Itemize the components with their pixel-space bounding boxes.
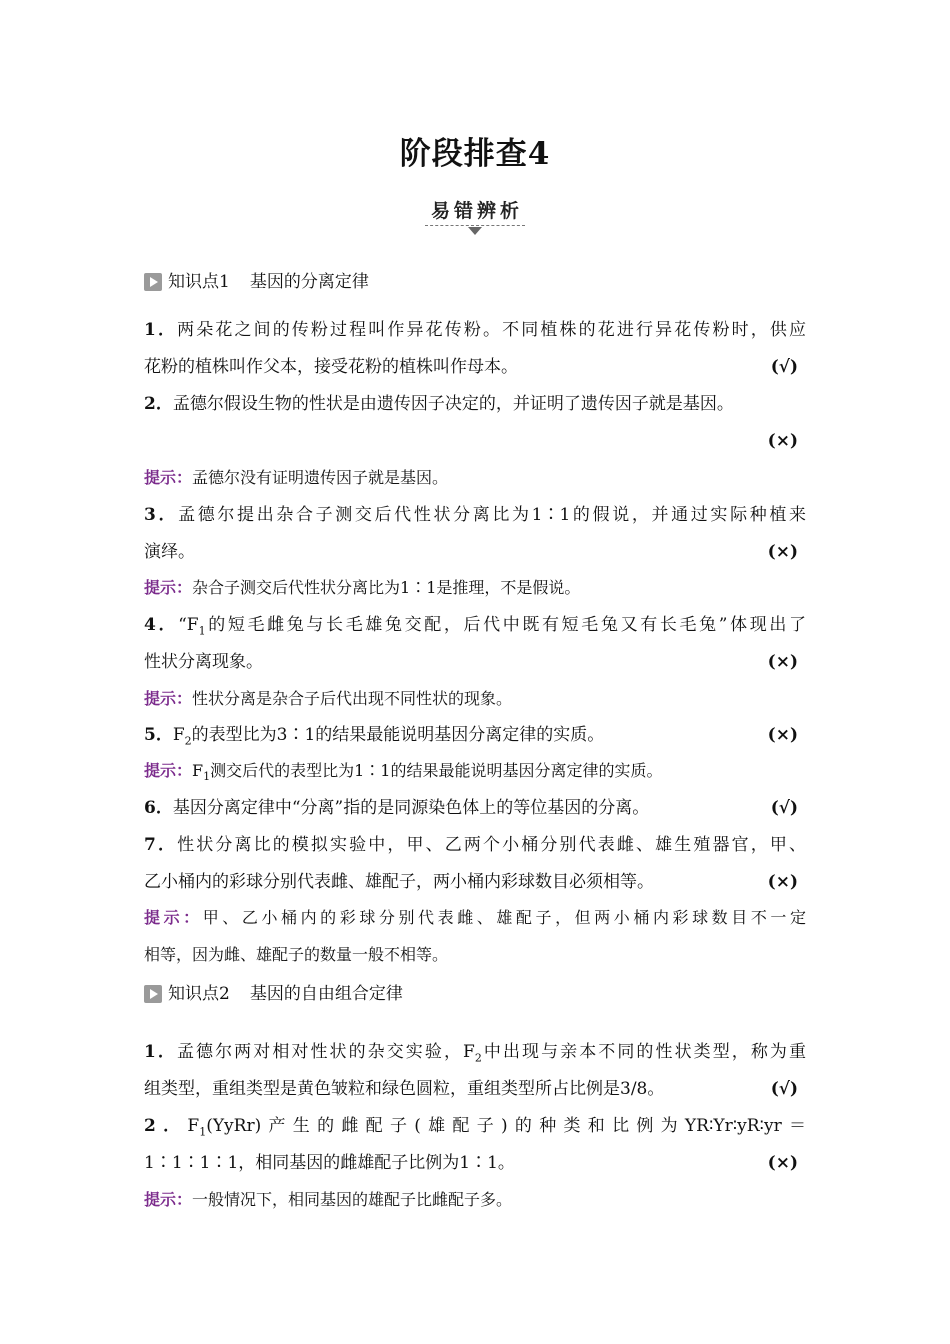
answer-mark: (×) (767, 872, 798, 892)
play-icon (144, 985, 162, 1003)
s2-item-2-line-1: 2．$F_1(YyRr)$产生的雌配子(雄配子)的种类和比例为YR∶Yr∶yR∶yr＝ (144, 1116, 806, 1139)
section-2-name: 基因的自由组合定律 (249, 984, 403, 1004)
section-1-header (144, 270, 369, 294)
subtitle-text: 易错辨析 (430, 200, 523, 222)
s1-item-1-line-2: 花粉的植株叫作父本，接受花粉的植株叫作母本。 (√) (144, 352, 806, 382)
answer-mark: (×) (767, 431, 798, 451)
s2-item-2-hint: 提示：一般情况下，相同基因的雄配子比雌配子多。 (144, 1190, 513, 1209)
s1-item-2-line-1: 2．孟德尔假设生物的性状是由遗传因子决定的，并证明了遗传因子就是基因。 (144, 394, 734, 414)
s1-item-4-line-2: 性状分离现象。 (×) (144, 647, 806, 677)
answer-mark: (×) (767, 725, 798, 745)
section-1-label: 知识点1 (168, 272, 230, 292)
answer-mark: (√) (770, 1079, 798, 1099)
s1-item-4-hint: 提示：性状分离是杂合子后代出现不同性状的现象。 (144, 689, 513, 708)
s1-item-3-line-1: 3．孟德尔提出杂合子测交后代性状分离比为1∶1的假说，并通过实际种植来 (144, 505, 806, 525)
s1-item-5-hint: 提示：$F_1$测交后代的表型比为1∶1的结果最能说明基因分离定律的实质。 (144, 761, 663, 784)
answer-mark: (×) (767, 1153, 798, 1173)
s1-item-2-hint: 提示：孟德尔没有证明遗传因子就是基因。 (144, 468, 449, 487)
s1-item-1-line-1: 1．两朵花之间的传粉过程叫作异花传粉。不同植株的花进行异花传粉时，供应 (144, 320, 806, 340)
section-2-header (144, 982, 403, 1006)
s2-item-1-line-1: 1．孟德尔两对相对性状的杂交实验，$F_2$中出现与亲本不同的性状类型，称为重 (144, 1042, 806, 1065)
page-title: 阶段排查4 (399, 136, 551, 172)
answer-mark: (√) (770, 798, 798, 818)
s1-item-6-line-1: 6．基因分离定律中“分离”指的是同源染色体上的等位基因的分离。 (√) (144, 793, 806, 823)
s1-item-7-hint-line-2: 相等，因为雌、雄配子的数量一般不相等。 (144, 945, 449, 964)
s1-item-4-line-1: 4．“$F_1$的短毛雌兔与长毛雄兔交配，后代中既有短毛兔又有长毛兔”体现出了 (144, 615, 806, 638)
s2-item-1-line-2: 组类型，重组类型是黄色皱粒和绿色圆粒，重组类型所占比例是3/8。 (√) (144, 1074, 806, 1104)
s1-item-7-line-1: 7．性状分离比的模拟实验中，甲、乙两个小桶分别代表雌、雄生殖器官，甲、 (144, 835, 806, 855)
subtitle-block (144, 196, 806, 226)
play-icon (144, 273, 162, 291)
s1-item-7-hint-line-1: 提示：甲、乙小桶内的彩球分别代表雌、雄配子，但两小桶内彩球数目不一定 (144, 908, 806, 927)
s1-item-3-hint: 提示：杂合子测交后代性状分离比为1∶1是推理，不是假说。 (144, 578, 581, 597)
subtitle (425, 196, 525, 226)
answer-mark: (×) (767, 542, 798, 562)
answer-mark: (×) (767, 652, 798, 672)
s1-item-2-mark-line (144, 426, 806, 456)
section-1-name: 基因的分离定律 (249, 272, 369, 292)
s2-item-2-line-2: 1∶1∶1∶1，相同基因的雌雄配子比例为1∶1。 (×) (144, 1148, 806, 1178)
s1-item-3-line-2: 演绎。 (×) (144, 537, 806, 567)
section-2-label: 知识点2 (168, 984, 230, 1004)
triangle-down-icon (468, 227, 482, 235)
s1-item-7-line-2: 乙小桶内的彩球分别代表雌、雄配子，两小桶内彩球数目必须相等。 (×) (144, 867, 806, 897)
answer-mark: (√) (770, 357, 798, 377)
s1-item-5-line-1: 5．$F_2$的表型比为3∶1的结果最能说明基因分离定律的实质。 (×) (144, 720, 806, 750)
